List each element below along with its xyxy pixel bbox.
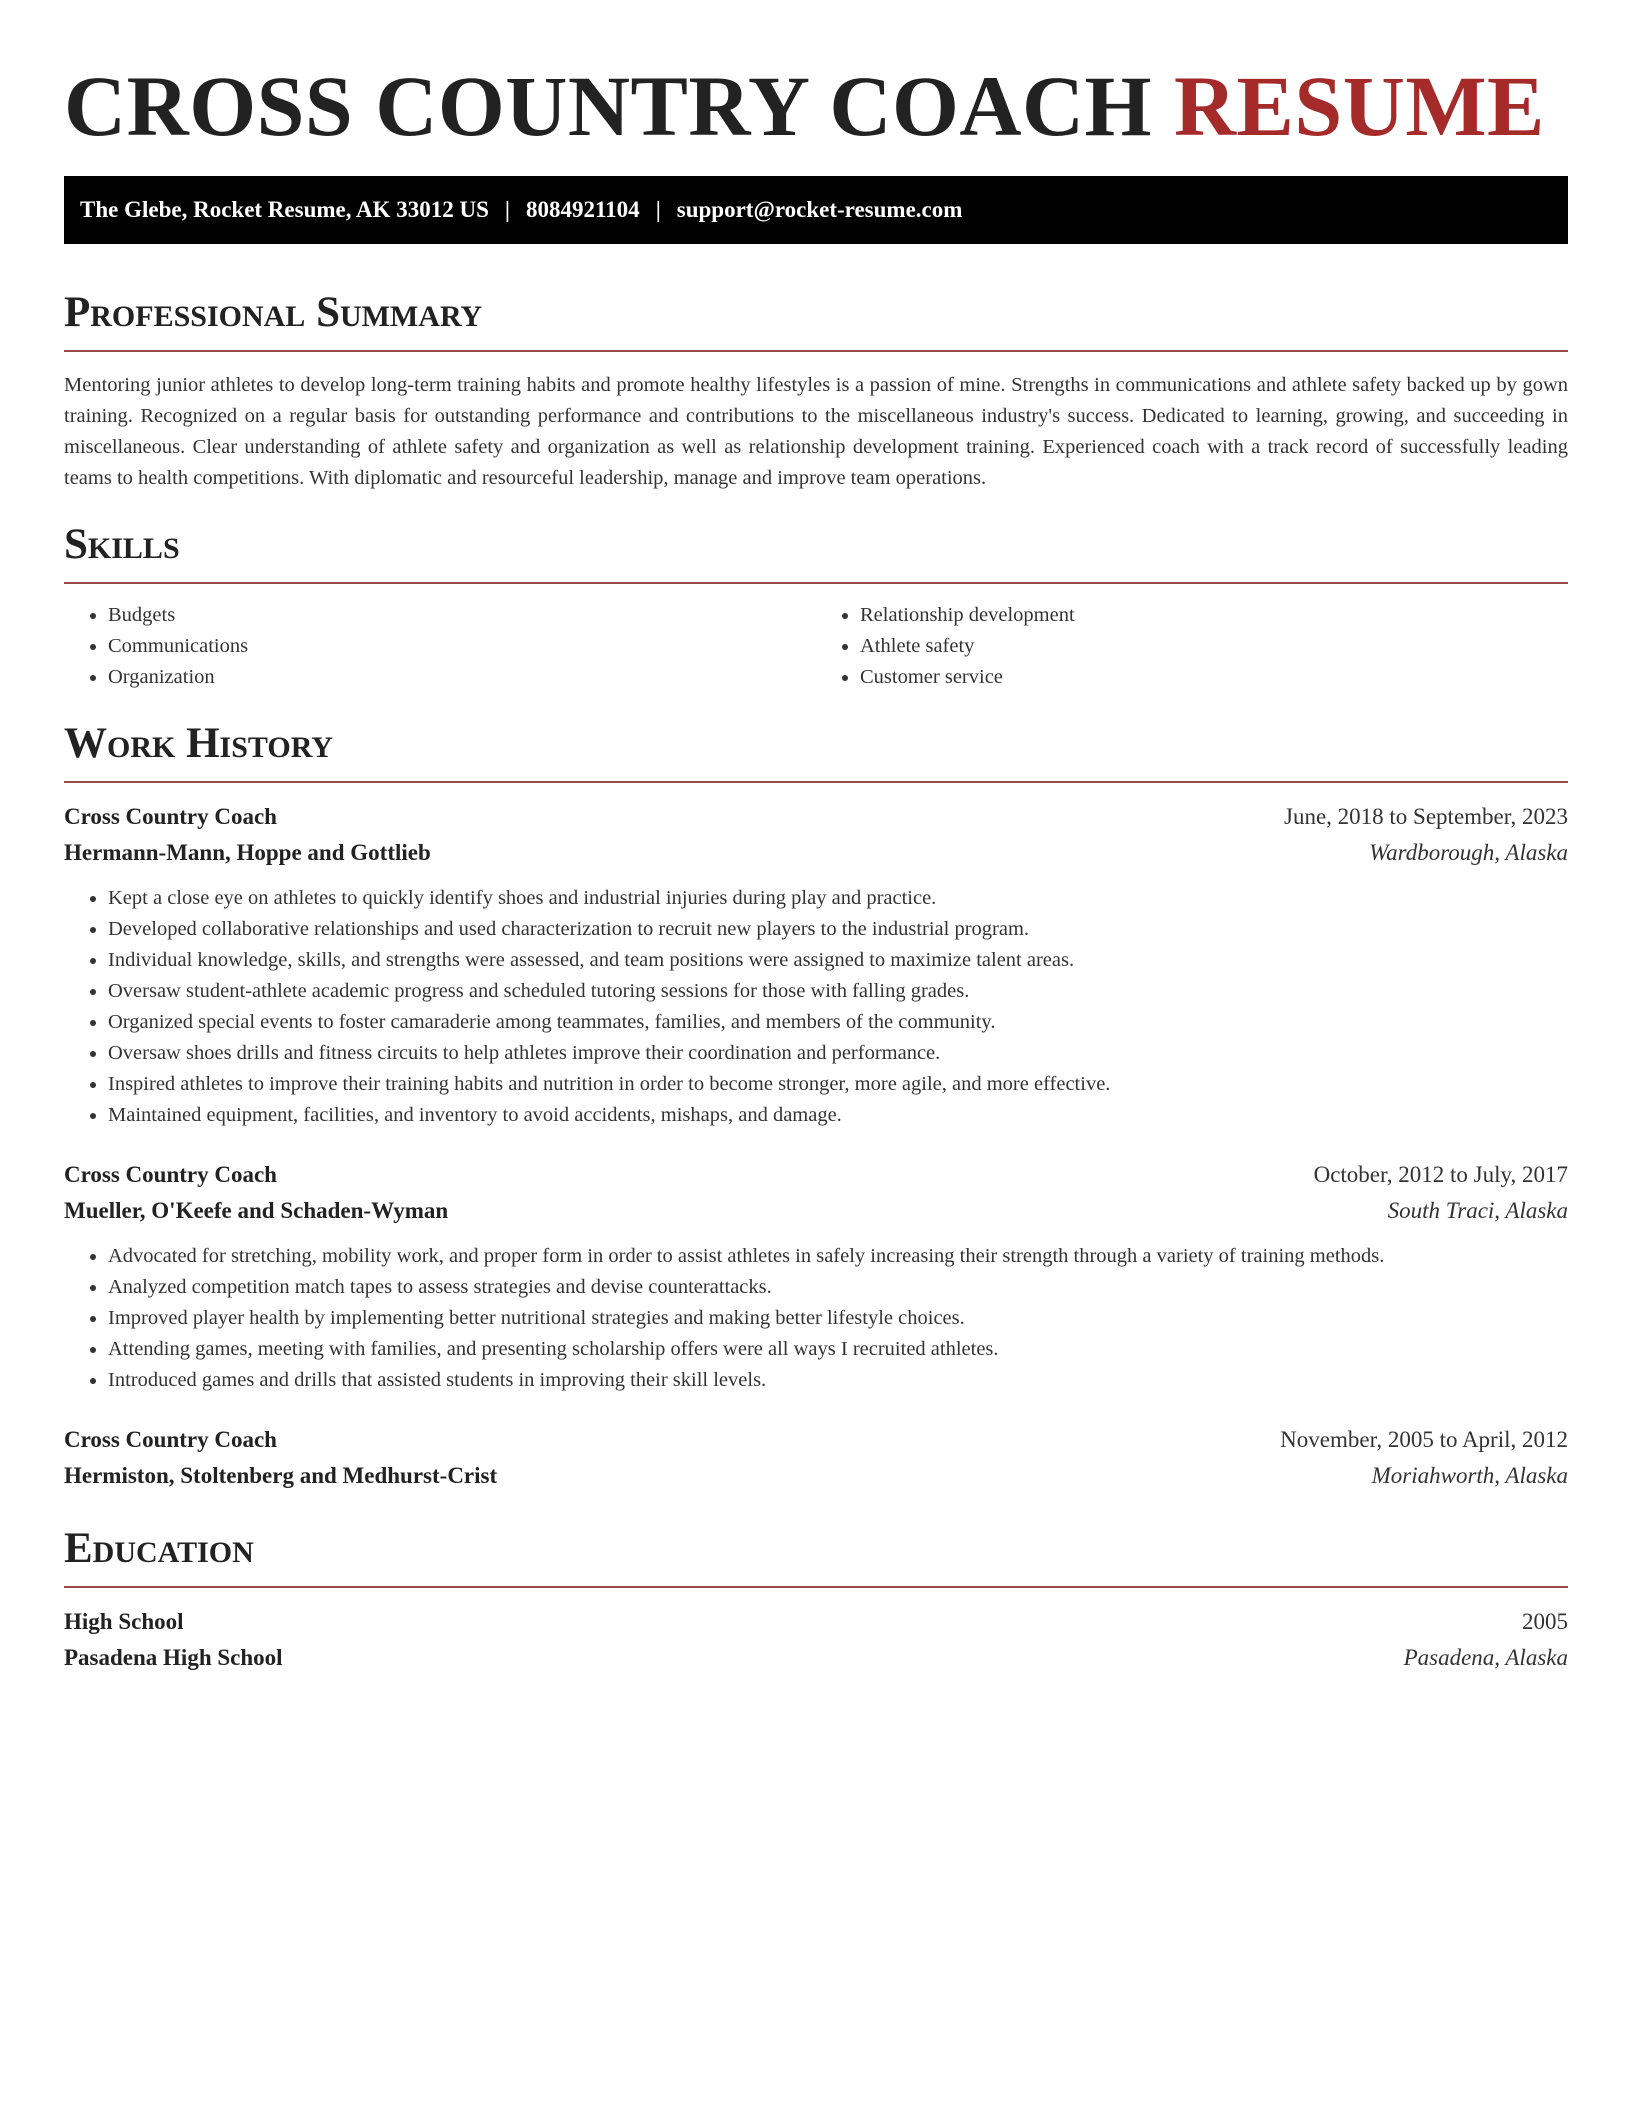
job-bullet: • Oversaw shoes drills and fitness circuits to help athletes improve their coordination and performance.: [108, 1038, 1568, 1069]
summary-text: Mentoring junior athletes to develop long-term training habits and promote healthy lifestyles is a passion of mine. Strengths in communications and athlete safety backed up by gown training. Recognized on a regular basis for outstanding performance and contributions to the miscellaneous industry's success. Dedicated to learning, growing, and succeeding in miscellaneous. Clear understanding of athlete safety and organization as well as relationship development training. Experienced coach with a track record of successfully leading teams to health competitions. With diplomatic and resourceful leadership, manage and improve team operations.: [64, 374, 1568, 489]
education-year: 2005: [1522, 1609, 1568, 1634]
summary-section: [64, 288, 1568, 494]
job-location: Moriahworth, Alaska: [1371, 1463, 1568, 1488]
job-company: Mueller, O'Keefe and Schaden-Wyman: [64, 1198, 449, 1223]
job-bullet: • Analyzed competition match tapes to assess strategies and devise counterattacks.: [108, 1272, 1568, 1303]
contact-email: support@rocket-resume.com: [676, 197, 963, 222]
job-bullet: • Organized special events to foster camaraderie among teammates, families, and members of the community.: [108, 1007, 1568, 1038]
skill-item: • Communications: [108, 631, 816, 662]
job-entry: [64, 1422, 1568, 1494]
education-school: Pasadena High School: [64, 1645, 283, 1670]
skill-item: • Customer service: [860, 662, 1568, 693]
job-company: Hermann-Mann, Hoppe and Gottlieb: [64, 840, 431, 865]
job-location: South Traci, Alaska: [1387, 1198, 1568, 1223]
job-title: Cross Country Coach: [64, 804, 277, 829]
job-entry: [64, 799, 1568, 1131]
job-company-row: [64, 1193, 1568, 1229]
contact-separator: |: [504, 197, 510, 222]
job-company-row: [64, 1458, 1568, 1494]
job-dates: November, 2005 to April, 2012: [1280, 1427, 1568, 1452]
education-entry: [64, 1604, 1568, 1676]
job-dates: October, 2012 to July, 2017: [1313, 1162, 1568, 1187]
job-bullet: • Attending games, meeting with families, and presenting scholarship offers were all ways I recruited athletes.: [108, 1334, 1568, 1365]
skills-heading: Skills: [64, 521, 180, 568]
contact-separator: |: [655, 197, 661, 222]
skill-item: • Relationship development: [860, 600, 1568, 631]
education-degree: High School: [64, 1609, 184, 1634]
education-school-row: [64, 1640, 1568, 1676]
contact-phone: 8084921104: [525, 197, 640, 222]
work-heading: Work History: [64, 720, 333, 767]
job-header-row: [64, 1157, 1568, 1193]
job-bullets: [64, 1241, 1568, 1396]
skill-item: • Budgets: [108, 600, 816, 631]
job-bullet: • Maintained equipment, facilities, and inventory to avoid accidents, mishaps, and damage.: [108, 1100, 1568, 1131]
section-divider: [64, 582, 1568, 584]
work-section: [64, 719, 1568, 1494]
job-dates: June, 2018 to September, 2023: [1284, 804, 1568, 829]
skills-section: [64, 520, 1568, 693]
title-main: CROSS COUNTRY COACH: [64, 58, 1152, 154]
section-divider: [64, 781, 1568, 783]
job-bullet: • Improved player health by implementing better nutritional strategies and making better lifestyle choices.: [108, 1303, 1568, 1334]
job-bullet: • Developed collaborative relationships and used characterization to recruit new players to the industrial program.: [108, 914, 1568, 945]
skill-item: • Organization: [108, 662, 816, 693]
contact-bar: [64, 176, 1568, 244]
job-bullet: • Oversaw student-athlete academic progress and scheduled tutoring sessions for those with falling grades.: [108, 976, 1568, 1007]
job-title: Cross Country Coach: [64, 1162, 277, 1187]
job-bullet: • Inspired athletes to improve their training habits and nutrition in order to become stronger, more agile, and more effective.: [108, 1069, 1568, 1100]
skills-list-left: [64, 600, 816, 693]
education-heading: Education: [64, 1525, 254, 1572]
summary-heading: Professional Summary: [64, 289, 483, 336]
skills-columns: [64, 600, 1568, 693]
job-bullet: • Kept a close eye on athletes to quickly identify shoes and industrial injuries during play and practice.: [108, 883, 1568, 914]
job-bullet: • Individual knowledge, skills, and strengths were assessed, and team positions were assigned to maximize talent areas.: [108, 945, 1568, 976]
section-divider: [64, 1586, 1568, 1588]
contact-address: The Glebe, Rocket Resume, AK 33012 US: [80, 197, 489, 222]
job-bullet: • Advocated for stretching, mobility work, and proper form in order to assist athletes in safely increasing their strength through a variety of training methods.: [108, 1241, 1568, 1272]
section-divider: [64, 350, 1568, 352]
job-bullet: • Introduced games and drills that assisted students in improving their skill levels.: [108, 1365, 1568, 1396]
title-accent: RESUME: [1173, 58, 1545, 154]
job-title: Cross Country Coach: [64, 1427, 277, 1452]
education-header-row: [64, 1604, 1568, 1640]
job-bullets: [64, 883, 1568, 1131]
job-entry: [64, 1157, 1568, 1396]
education-section: [64, 1524, 1568, 1676]
resume-title: [64, 0, 1568, 156]
job-header-row: [64, 1422, 1568, 1458]
skill-item: • Athlete safety: [860, 631, 1568, 662]
job-company: Hermiston, Stoltenberg and Medhurst-Crist: [64, 1463, 498, 1488]
education-location: Pasadena, Alaska: [1403, 1645, 1568, 1670]
skills-list-right: [816, 600, 1568, 693]
job-company-row: [64, 835, 1568, 871]
job-header-row: [64, 799, 1568, 835]
job-location: Wardborough, Alaska: [1369, 840, 1568, 865]
